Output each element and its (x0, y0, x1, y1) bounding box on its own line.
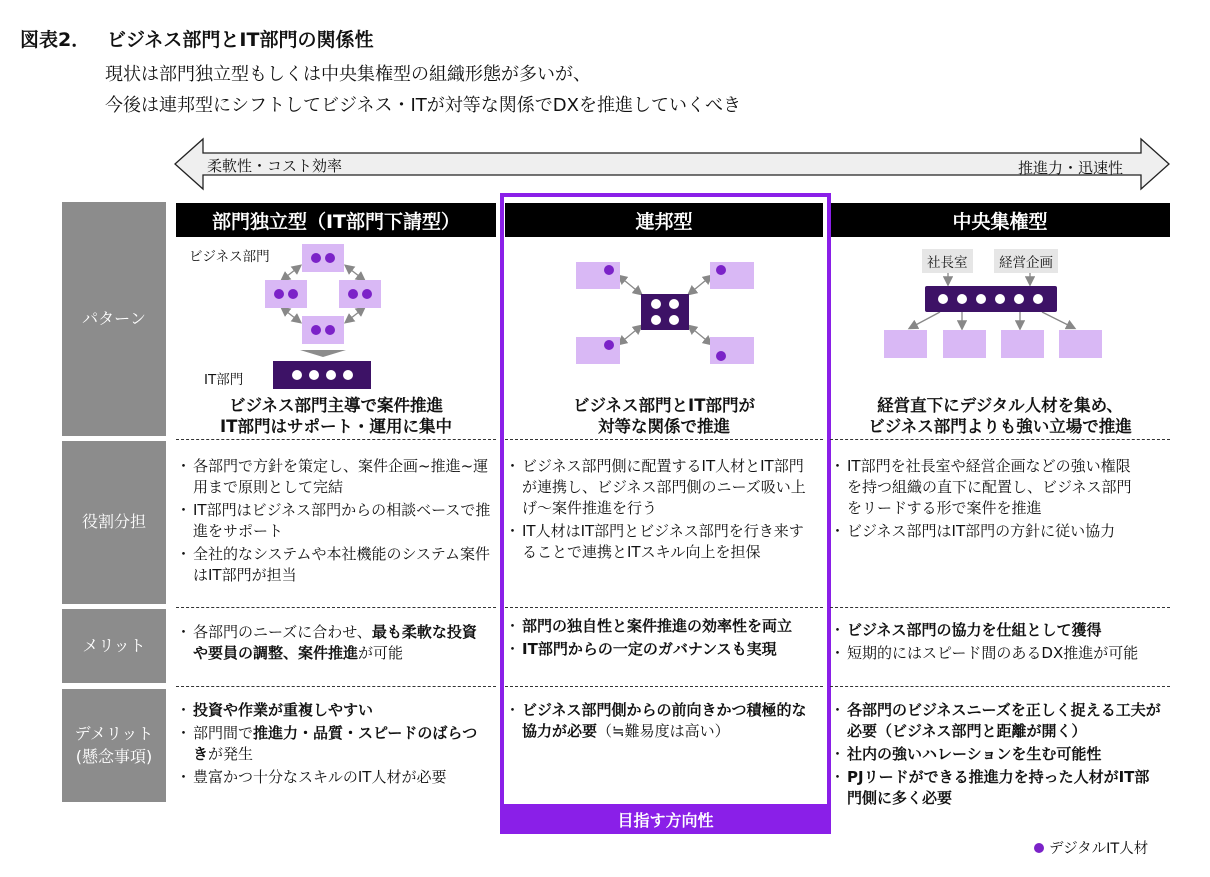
list-item: ・ ビジネス部門はIT部門の方針に従い協力 (834, 521, 1134, 542)
separator (176, 686, 496, 687)
label-business-department: ビジネス部門 (189, 249, 270, 265)
business-unit-bottom (302, 316, 344, 344)
list-item: ・ ビジネス部門側からの前向きかつ積極的な協力が必要（≒難易度は高い） (509, 700, 809, 742)
summary-federal-line2: 対等な関係で推進 (598, 417, 730, 436)
demerit-federal (509, 700, 809, 744)
row-label-merit: メリット (62, 609, 166, 683)
legend (1034, 837, 1148, 858)
header-independent: 部門独立型（IT部門下請型） (176, 203, 496, 237)
demerit-independent (180, 700, 492, 790)
separator (505, 439, 823, 440)
list-item: ・ 各部門で方針を策定し、案件企画~推進~運用まで原則として完結 (180, 456, 492, 498)
list-item: ・ 豊富かつ十分なスキルのIT人材が必要 (180, 767, 492, 788)
header-federal: 連邦型 (505, 203, 823, 237)
separator (505, 607, 823, 608)
business-unit-top (302, 244, 344, 272)
subtitle-line-1: 現状は部門独立型もしくは中央集権型の組織形態が多いが、 (105, 64, 591, 85)
federal-unit-bl (576, 337, 620, 364)
list-item: ・ IT人材はIT部門とビジネス部門を行き来することで連携とITスキル向上を担保 (509, 521, 817, 563)
merit-independent (180, 622, 480, 666)
list-item: ・ ビジネス部門側に配置するIT人材とIT部門が連携し、ビジネス部門側のニーズ吸い上げ～案件推進を行う (509, 456, 817, 519)
roles-independent (180, 456, 492, 588)
demerit-central (834, 700, 1164, 811)
federal-it-core (641, 294, 689, 330)
federal-unit-tl (576, 262, 620, 289)
summary-independent (176, 395, 496, 437)
separator (176, 607, 496, 608)
list-item: ・ 各部門のビジネスニーズを正しく捉える工夫が必要（ビジネス部門と距離が開く） (834, 700, 1164, 742)
summary-federal (505, 395, 823, 437)
summary-independent-line1: ビジネス部門主導で案件推進 (228, 396, 443, 415)
header-central: 中央集権型 (830, 203, 1170, 237)
merit-central (834, 620, 1159, 666)
list-item: ・ 全社的なシステムや本社機能のシステム案件はIT部門が担当 (180, 544, 492, 586)
business-unit-right (339, 280, 381, 308)
list-item: ・ IT部門を社長室や経営企画などの強い権限を持つ組織の直下に配置し、ビジネス部門をリードする形で案件を推進 (834, 456, 1134, 519)
separator (830, 439, 1170, 440)
central-unit-3 (1001, 330, 1044, 358)
central-unit-1 (884, 330, 927, 358)
merit-federal (509, 616, 819, 662)
separator (505, 686, 823, 687)
roles-federal (509, 456, 817, 565)
row-label-roles: 役割分担 (62, 441, 166, 604)
row-label-pattern: パターン (62, 202, 166, 436)
tag-president-office: 社長室 (922, 249, 973, 273)
legend-dot-icon (1034, 843, 1044, 853)
federal-unit-tr (710, 262, 754, 289)
figure-title-text: ビジネス部門とIT部門の関係性 (107, 29, 374, 51)
goal-banner: 目指す方向性 (500, 804, 831, 834)
figure-number: 図表2． (20, 29, 91, 51)
label-it-department: IT部門 (204, 372, 244, 388)
tag-corporate-planning: 経営企画 (994, 249, 1058, 273)
figure-title (20, 25, 373, 52)
row-label-demerit-note: (懸念事項) (75, 746, 153, 766)
row-label-demerit (62, 689, 166, 802)
summary-central-line2: ビジネス部門よりも強い立場で推進 (868, 417, 1132, 436)
list-item: ・ 各部門のニーズに合わせ、最も柔軟な投資や要員の調整、案件推進が可能 (180, 622, 480, 664)
arrow-right-label: 推進力・迅速性 (1018, 159, 1124, 177)
list-item: ・ IT部門はビジネス部門からの相談ベースで推進をサポート (180, 500, 492, 542)
summary-central (830, 395, 1170, 437)
list-item: ・ IT部門からの一定のガバナンスも実現 (509, 639, 819, 660)
list-item: ・ 部門の独自性と案件推進の効率性を両立 (509, 616, 819, 637)
summary-central-line1: 経営直下にデジタル人材を集め、 (877, 396, 1123, 415)
list-item: ・ 短期的にはスピード間のあるDX推進が可能 (834, 643, 1159, 664)
separator (176, 439, 496, 440)
list-item: ・ 社内の強いハレーションを生む可能性 (834, 744, 1164, 765)
summary-independent-line2: IT部門はサポート・運用に集中 (220, 417, 452, 436)
central-unit-2 (943, 330, 986, 358)
central-unit-4 (1059, 330, 1102, 358)
list-item: ・ PJリードができる推進力を持った人材がIT部門側に多く必要 (834, 767, 1164, 809)
diagram-federal (505, 240, 823, 390)
it-department-bar (273, 361, 371, 389)
arrow-left-label: 柔軟性・コスト効率 (207, 157, 343, 175)
row-label-demerit-main: デメリット (74, 724, 154, 744)
legend-label: デジタルIT人材 (1049, 841, 1149, 857)
separator (830, 686, 1170, 687)
subtitle-line-2: 今後は連邦型にシフトしてビジネス・ITが対等な関係でDXを推進していくべき (105, 95, 741, 116)
support-pointer (300, 350, 346, 357)
list-item: ・ 部門間で推進力・品質・スピードのばらつきが発生 (180, 723, 492, 765)
separator (830, 607, 1170, 608)
federal-unit-br (710, 337, 754, 364)
roles-central (834, 456, 1134, 544)
central-it-bar (925, 286, 1057, 312)
business-unit-left (265, 280, 307, 308)
list-item: ・ ビジネス部門の協力を仕組として獲得 (834, 620, 1159, 641)
list-item: ・ 投資や作業が重複しやすい (180, 700, 492, 721)
summary-federal-line1: ビジネス部門とIT部門が (573, 396, 755, 415)
